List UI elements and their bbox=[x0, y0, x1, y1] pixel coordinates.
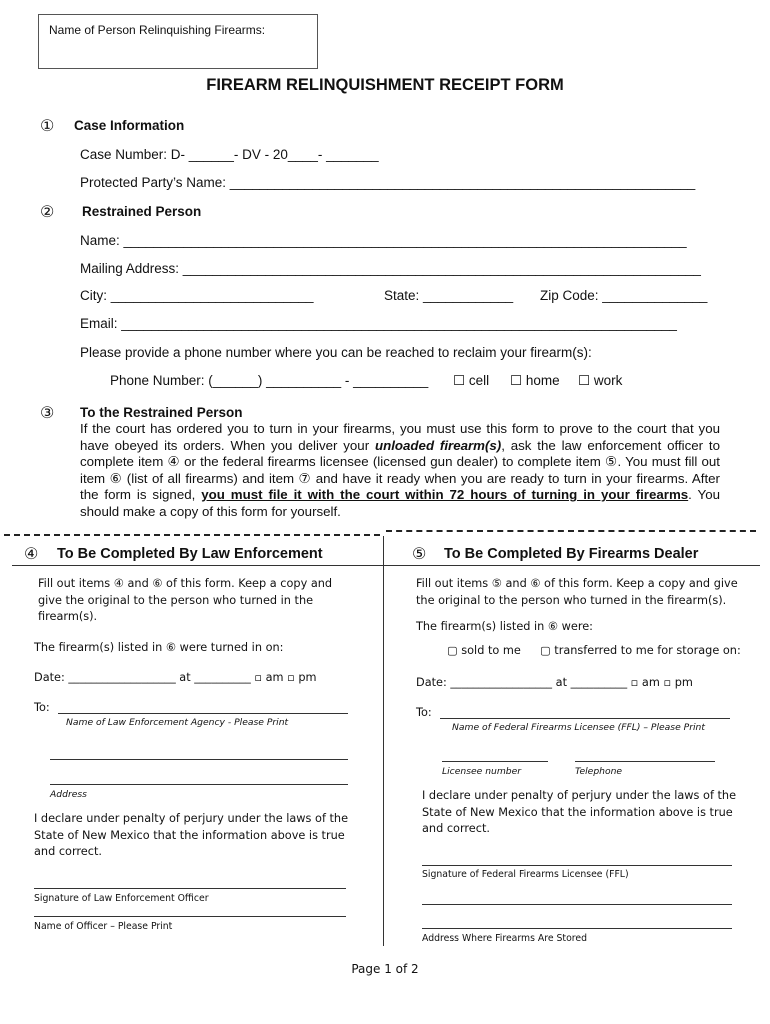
city-field[interactable]: City: ___________________________ bbox=[80, 288, 314, 303]
protected-party-field[interactable]: Protected Party’s Name: ______________________________________________________________ bbox=[80, 175, 696, 190]
officer-signature-caption: Signature of Law Enforcement Officer bbox=[34, 893, 209, 904]
cell-label: cell bbox=[468, 373, 490, 388]
agency-name-line[interactable] bbox=[58, 713, 348, 714]
agency-caption: Name of Law Enforcement Agency - Please Print bbox=[66, 717, 289, 728]
column-divider bbox=[383, 536, 384, 946]
address-line-1[interactable] bbox=[50, 759, 348, 760]
form-title: FIREARM RELINQUISHMENT RECEIPT FORM bbox=[206, 76, 564, 94]
phone-prompt: Please provide a phone number where you can be reached to reclaim your firearm(s): bbox=[80, 345, 592, 360]
storage-address-line-2[interactable] bbox=[422, 928, 732, 929]
firearms-dealer-heading: To Be Completed By Firearms Dealer bbox=[444, 546, 699, 562]
law-turned-in-text: The firearm(s) listed in ⑥ were turned in on: bbox=[34, 641, 284, 654]
licensee-number-line[interactable] bbox=[442, 761, 548, 762]
transferred-checkbox[interactable]: ▢ transferred to me for storage on: bbox=[540, 644, 741, 657]
law-declaration: I declare under penalty of perjury under the laws of the State of New Mexico that the information above is true and correct. bbox=[34, 812, 349, 858]
ffl-signature-line[interactable] bbox=[422, 865, 732, 866]
officer-signature-line[interactable] bbox=[34, 888, 346, 889]
dealer-date-field[interactable]: Date: __________________ at __________ ▫ am ▫ pm bbox=[416, 676, 693, 689]
ffl-name-line[interactable] bbox=[440, 718, 730, 719]
case-number-field[interactable]: Case Number: D- ______- DV - 20____- _______ bbox=[80, 147, 379, 162]
zip-code-field[interactable]: Zip Code: ______________ bbox=[540, 288, 708, 303]
cell-checkbox[interactable]: ☐ cell bbox=[453, 373, 490, 388]
section2-number: ② bbox=[40, 204, 55, 221]
state-field[interactable]: State: ____________ bbox=[384, 288, 514, 303]
dealer-number: ⑤ bbox=[412, 546, 427, 563]
home-label: home bbox=[525, 373, 560, 388]
work-label: work bbox=[593, 373, 623, 388]
dealer-to-label: To: bbox=[416, 706, 432, 719]
section3-number: ③ bbox=[40, 405, 55, 422]
section3-title: To the Restrained Person bbox=[80, 405, 243, 420]
section1-number: ① bbox=[40, 118, 55, 135]
storage-address-line-1[interactable] bbox=[422, 904, 732, 905]
law-instructions: Fill out items ④ and ⑥ of this form. Keep a copy and give the original to the person who turned in the firearm(s). bbox=[38, 577, 333, 623]
work-checkbox[interactable]: ☐ work bbox=[578, 373, 623, 388]
law-date-field[interactable]: Date: ___________________ at __________ ▫ am ▫ pm bbox=[34, 671, 317, 684]
law-to-label: To: bbox=[34, 701, 50, 714]
dealer-instructions: Fill out items ⑤ and ⑥ of this form. Keep a copy and give the original to the person who turned in the firearm(s). bbox=[416, 577, 738, 607]
name-of-person-box[interactable] bbox=[38, 14, 318, 69]
sold-to-me-checkbox[interactable]: ▢ sold to me bbox=[447, 644, 521, 657]
page-number: Page 1 of 2 bbox=[351, 962, 419, 976]
storage-address-caption: Address Where Firearms Are Stored bbox=[422, 933, 588, 944]
header-underline bbox=[12, 565, 760, 566]
officer-name-line[interactable] bbox=[34, 916, 346, 917]
ffl-signature-caption: Signature of Federal Firearms Licensee (FFL) bbox=[422, 869, 629, 880]
telephone-caption: Telephone bbox=[575, 766, 623, 777]
phone-number-field[interactable]: Phone Number: (______) __________ - __________ bbox=[110, 373, 429, 388]
officer-name-caption: Name of Officer – Please Print bbox=[34, 921, 173, 932]
address-line-2[interactable] bbox=[50, 784, 348, 785]
name-field[interactable]: Name: ___________________________________________________________________________ bbox=[80, 233, 687, 248]
mailing-address-field[interactable]: Mailing Address: _____________________________________________________________________ bbox=[80, 261, 701, 276]
law-enforcement-heading: To Be Completed By Law Enforcement bbox=[57, 546, 323, 562]
address-caption: Address bbox=[50, 789, 87, 800]
divider-left bbox=[4, 534, 380, 536]
home-checkbox[interactable]: ☐ home bbox=[510, 373, 560, 388]
divider-right bbox=[386, 530, 756, 532]
email-field[interactable]: Email: __________________________________________________________________________ bbox=[80, 316, 677, 331]
ffl-caption: Name of Federal Firearms Licensee (FFL) – Please Print bbox=[452, 722, 705, 733]
dealer-declaration: I declare under penalty of perjury under the laws of the State of New Mexico that the information above is true and correct. bbox=[422, 789, 737, 835]
restrained-person-instructions: If the court has ordered you to turn in your firearms, you must use this form to prove to the court that you have obeyed its orders. When you deliver your unloaded firearm(s), ask the law enforcement officer to complete item ④ or the federal firearms licensee (licensed gun dealer) to complete item ⑤. You must fill out item ⑥ (list of all firearms) and item ⑦ and have it ready when you are ready to turn in your firearms. After the form is signed, you must file it with the court within 72 hours of turning in your firearms. You should make a copy of this form for yourself. bbox=[80, 421, 720, 519]
dealer-listed-text: The firearm(s) listed in ⑥ were: bbox=[416, 620, 593, 633]
section1-title: Case Information bbox=[74, 118, 185, 133]
licensee-number-caption: Licensee number bbox=[442, 766, 522, 777]
telephone-line[interactable] bbox=[575, 761, 715, 762]
law-number: ④ bbox=[24, 546, 39, 563]
section2-title: Restrained Person bbox=[82, 204, 202, 219]
name-box-label: Name of Person Relinquishing Firearms: bbox=[49, 23, 266, 37]
